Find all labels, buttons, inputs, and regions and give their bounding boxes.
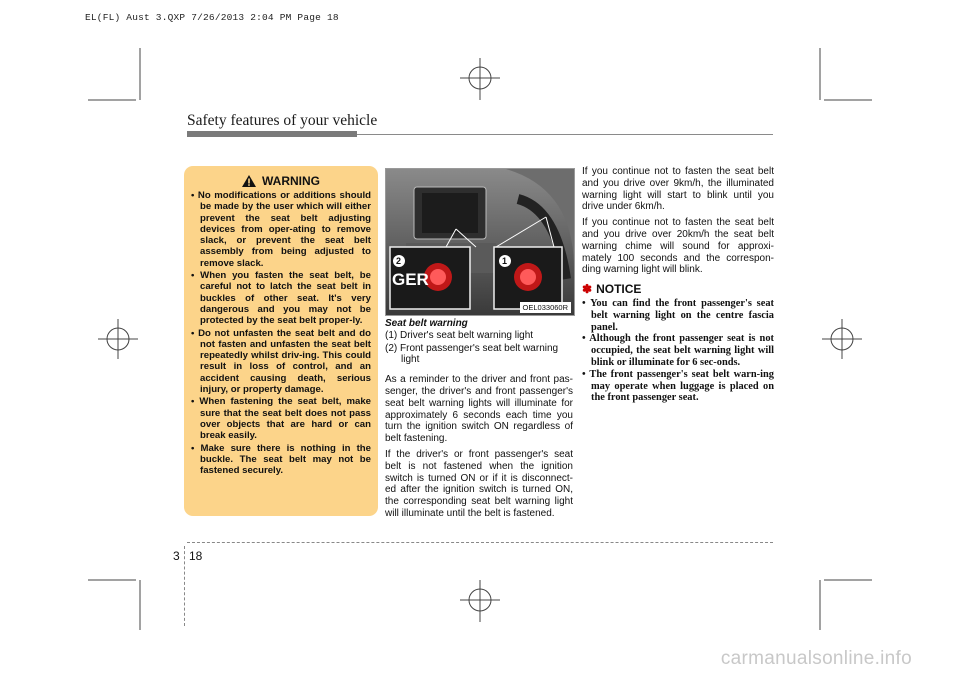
warning-triangle-icon [242, 175, 256, 187]
figure-label-2: 2 [396, 256, 402, 266]
warning-title: WARNING [262, 174, 320, 188]
body-paragraph: If the driver's or front passenger's seat belt is not fastened when the ignition switch is turned ON or if it is disconnect-ed after the ignition switch is turned ON, the corresponding seat belt warning light will illuminate until the belt is fastened. [385, 448, 573, 519]
body-paragraph: If you continue not to fasten the seat belt and you drive over 20km/h the seat belt warning chime will sound for approxi-mately 100 seconds and the correspon-ding warning light will blink. [582, 217, 774, 276]
notice-list [582, 298, 774, 404]
warning-header [191, 174, 371, 188]
notice-icon: ✽ [582, 282, 593, 297]
figure-code: OEL033060R [520, 302, 571, 313]
warning-item: • Make sure there is nothing in the buckle. The seat belt may not be fastened securely. [191, 442, 371, 477]
warning-item: • When fastening the seat belt, make sure that the seat belt does not pass over objects that are hard or can break easily. [191, 396, 371, 442]
right-column [582, 166, 774, 404]
notice-header [582, 284, 774, 296]
legend-item-1: (1) Driver's seat belt warning light [385, 329, 534, 341]
warning-item: • When you fasten the seat belt, be careful not to latch the seat belt in buckles of other seat. It's very dangerous and you may not be protected by the seat belt proper-ly. [191, 270, 371, 327]
print-header: EL(FL) Aust 3.QXP 7/26/2013 2:04 PM Page 18 [85, 12, 339, 23]
title-rule [187, 131, 357, 137]
section-title: Safety features of your vehicle [187, 112, 378, 129]
dashboard-illustration [386, 169, 574, 315]
body-paragraph: If you continue not to fasten the seat belt and you drive over 9km/h, the illuminated warning light will start to blink until you drive under 6km/h. [582, 166, 774, 213]
notice-title: NOTICE [596, 282, 642, 297]
middle-column [385, 318, 573, 524]
notice-item: • The front passenger's seat belt warn-ing may operate when luggage is placed on the front passenger seat. [582, 368, 774, 404]
notice-item: • You can find the front passenger's seat belt warning light on the centre fascia panel. [582, 297, 774, 333]
legend-item-2: (2) Front passenger's seat belt warning light [385, 342, 559, 366]
footer-rule [187, 542, 773, 543]
footer-separator [184, 546, 185, 626]
figure-caption: Seat belt warning [385, 318, 468, 329]
warning-item: • Do not unfasten the seat belt and do not fasten and unfasten the seat belt repeatedly whilst driv-ing. This could result in loss of control, and an accident causing death, serious injury, or property damage. [191, 327, 372, 396]
warning-box [184, 166, 378, 516]
seat-belt-warning-figure [385, 168, 575, 316]
watermark: carmanualsonline.info [720, 648, 912, 669]
figure-label-1: 1 [502, 256, 508, 266]
warning-list [191, 190, 371, 476]
notice-item: • Although the front passenger seat is not occupied, the seat belt warning light will blink or illuminate for 6 sec-onds. [582, 333, 774, 368]
title-rule-thin [357, 134, 773, 135]
body-paragraph: As a reminder to the driver and front pas-senger, the driver's and front passenger's seat belt warning lights will illuminate for approximately 6 seconds each time you turn the ignition switch ON regardless of belt fastening. [385, 374, 573, 445]
figure-dash-text: GER [392, 270, 429, 289]
warning-item: • No modifications or additions should be made by the user which will either prevent the seat belt adjusting devices from oper-ating to remove slack, or prevent the seat belt assembly from being adjusted to remove slack. [191, 190, 371, 269]
chapter-number: 3 [173, 549, 180, 563]
page-number: 18 [189, 549, 203, 563]
